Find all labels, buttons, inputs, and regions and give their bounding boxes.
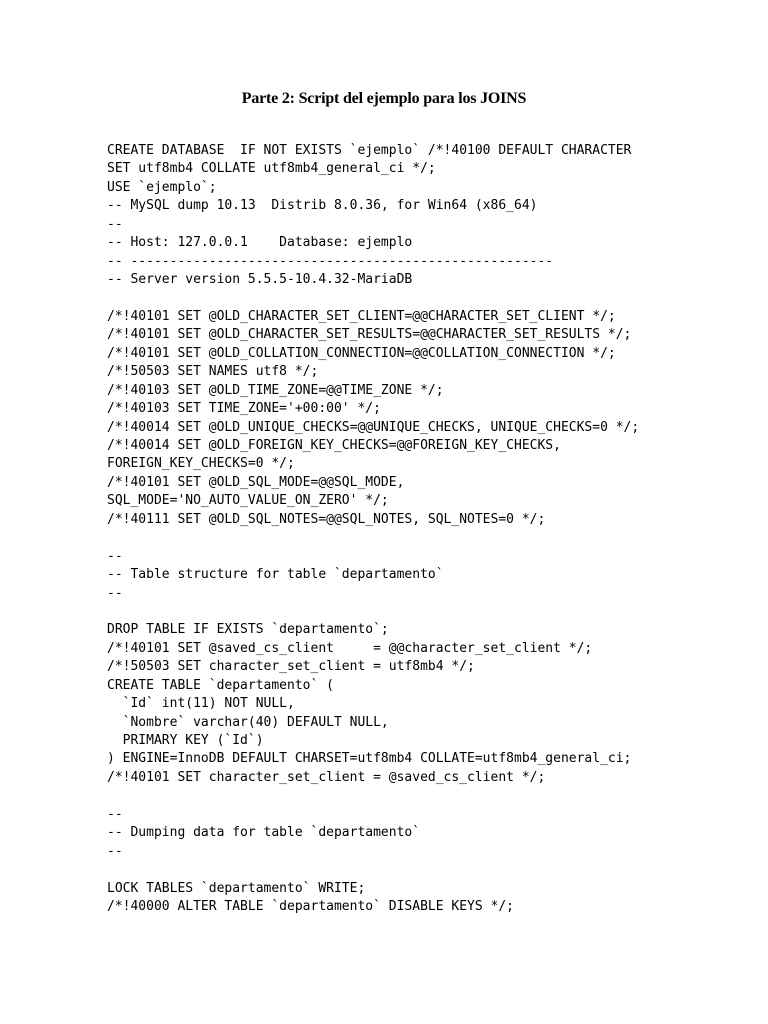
code-line: -- Server version 5.5.5-10.4.32-MariaDB [107,272,413,288]
code-line: USE `ejemplo`; [107,179,217,195]
code-line: -- [107,806,123,822]
code-line: -- [107,216,123,232]
code-line: CREATE TABLE `departamento` ( [107,677,334,693]
page-title: Parte 2: Script del ejemplo para los JOINS [241,90,527,107]
code-line: /*!40101 SET @OLD_CHARACTER_SET_CLIENT=@@CHARACTER_SET_CLIENT */; [107,308,616,324]
code-line: /*!40103 SET @OLD_TIME_ZONE=@@TIME_ZONE */; [107,382,444,398]
code-line: -- Table structure for table `departamento` [107,567,444,583]
code-line: /*!40101 SET @OLD_COLLATION_CONNECTION=@@COLLATION_CONNECTION */; [107,345,616,361]
code-line [107,787,727,805]
code-line: -- MySQL dump 10.13 Distrib 8.0.36, for Win64 (x86_64) [107,198,538,214]
code-line: /*!50503 SET NAMES utf8 */; [107,364,319,380]
code-line: /*!50503 SET character_set_client = utf8mb4 */; [107,659,475,675]
code-line: /*!40101 SET @saved_cs_client = @@character_set_client */; [107,640,593,656]
code-line: -- ------------------------------------------------------ [107,253,554,269]
code-line: /*!40000 ALTER TABLE `departamento` DISABLE KEYS */; [107,898,514,914]
code-line: /*!40014 SET @OLD_UNIQUE_CHECKS=@@UNIQUE_CHECKS, UNIQUE_CHECKS=0 */; [107,419,640,435]
code-line: /*!40101 SET @OLD_SQL_MODE=@@SQL_MODE, [107,474,405,490]
code-line: /*!40101 SET character_set_client = @saved_cs_client */; [107,769,546,785]
code-line: `Id` int(11) NOT NULL, [107,696,295,712]
code-line: /*!40101 SET @OLD_CHARACTER_SET_RESULTS=@@CHARACTER_SET_RESULTS */; [107,327,632,343]
code-line: SET utf8mb4 COLLATE utf8mb4_general_ci */; [107,161,436,177]
code-line: PRIMARY KEY (`Id`) [107,733,264,748]
code-line: CREATE DATABASE IF NOT EXISTS `ejemplo` /*!40100 DEFAULT CHARACTER [107,143,632,158]
code-line: ) ENGINE=InnoDB DEFAULT CHARSET=utf8mb4 COLLATE=utf8mb4_general_ci; [107,751,632,767]
code-line: DROP TABLE IF EXISTS `departamento`; [107,622,389,638]
code-line: -- [107,843,123,859]
code-line: -- Dumping data for table `departamento` [107,825,421,841]
code-line: -- Host: 127.0.0.1 Database: ejemplo [107,235,413,251]
code-line: FOREIGN_KEY_CHECKS=0 */; [107,456,295,472]
code-line: -- [107,585,123,601]
code-line [107,861,727,879]
code-line: /*!40111 SET @OLD_SQL_NOTES=@@SQL_NOTES, SQL_NOTES=0 */; [107,511,546,527]
code-line: /*!40014 SET @OLD_FOREIGN_KEY_CHECKS=@@FOREIGN_KEY_CHECKS, [107,438,561,453]
code-line: /*!40103 SET TIME_ZONE='+00:00' */; [107,401,381,417]
code-line [107,529,727,547]
code-line [107,290,727,308]
code-line: -- [107,548,123,564]
code-line: SQL_MODE='NO_AUTO_VALUE_ON_ZERO' */; [107,493,389,509]
code-line [107,603,727,621]
sql-code-block [107,142,727,916]
code-line: `Nombre` varchar(40) DEFAULT NULL, [107,714,389,730]
code-line: LOCK TABLES `departamento` WRITE; [107,880,366,896]
